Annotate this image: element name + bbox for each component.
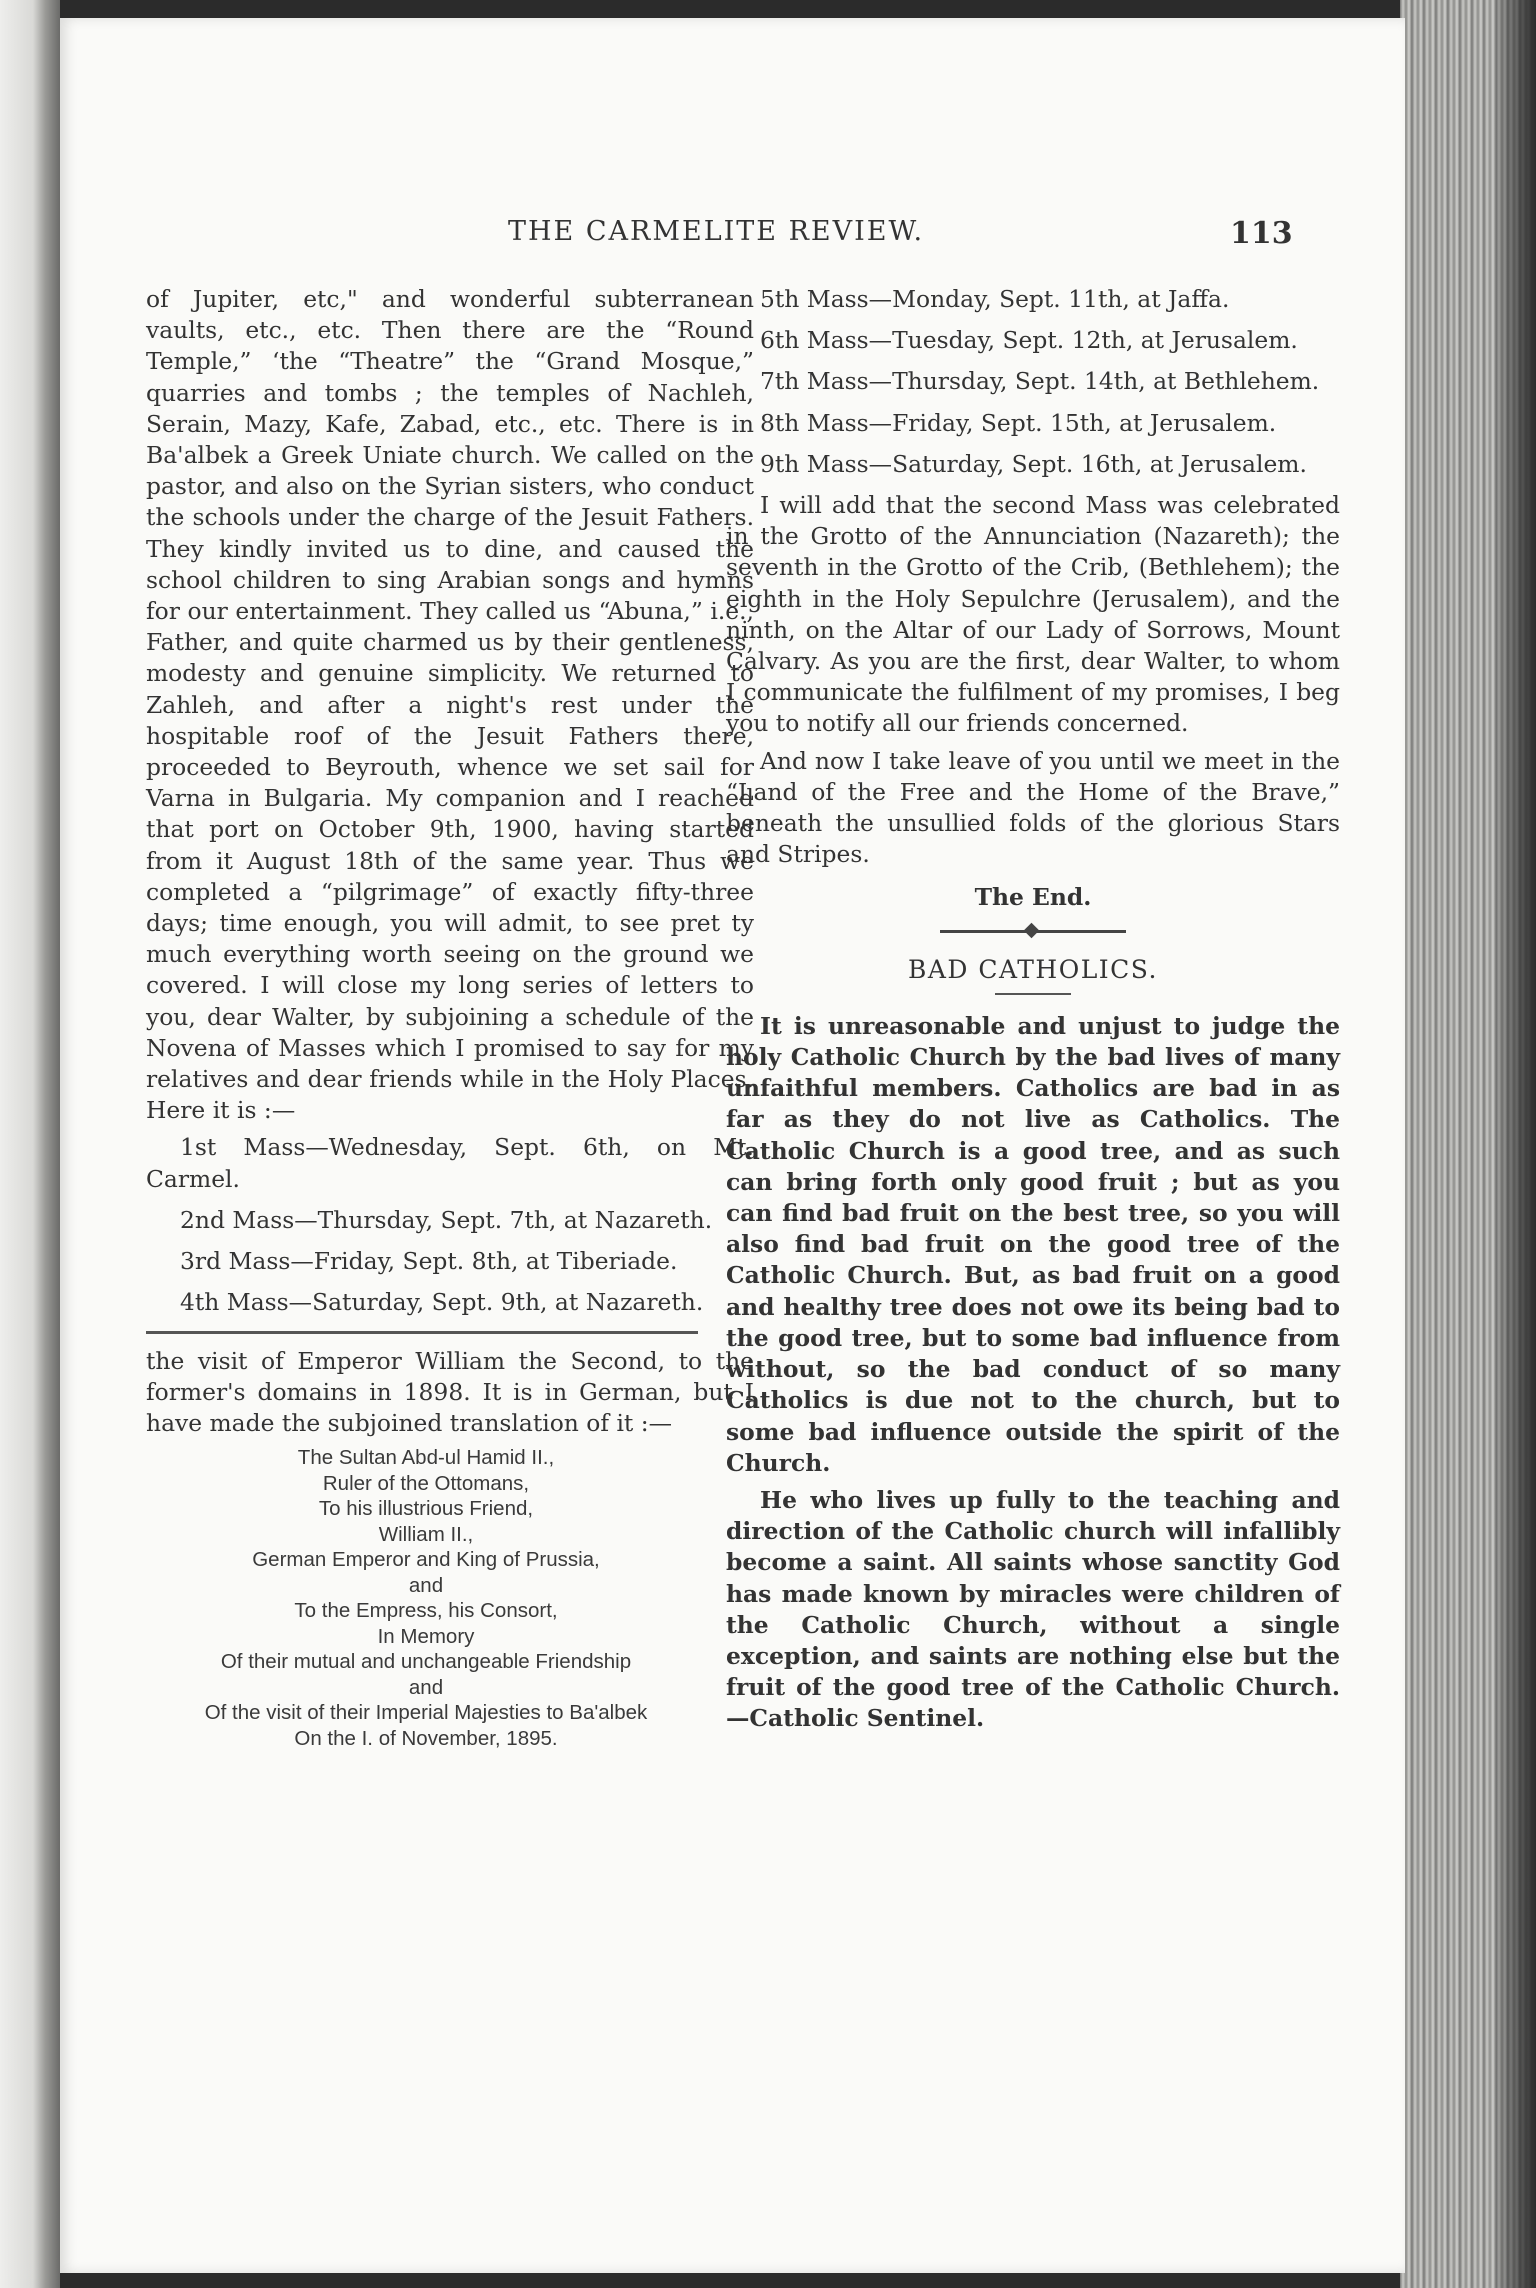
running-title: THE CARMELITE REVIEW. bbox=[508, 216, 925, 247]
the-end-label: The End. bbox=[974, 883, 1092, 912]
article-title: BAD CATHOLICS. bbox=[908, 954, 1158, 984]
inscription-line: William II., bbox=[378, 1522, 474, 1546]
article-paragraph: He who lives up fully to the teaching and direction of the Catholic church will infallibly become a saint. All saints whose sanctity God has made known by miracles were children of the Catholic Church, without a single exception, and saints are nothing else but the fruit of the good tree of the Catholic Church.—Catholic Sentinel. bbox=[726, 1485, 1340, 1733]
inscription-line: Of their mutual and unchangeable Friendship bbox=[220, 1650, 632, 1674]
mass-entry: 9th Mass—Saturday, Sept. 16th, at Jerusalem. bbox=[760, 449, 1307, 478]
inscription-line: The Sultan Abd-ul Hamid II., bbox=[297, 1446, 555, 1470]
title-underline-rule bbox=[995, 993, 1071, 995]
article-paragraph: It is unreasonable and unjust to judge the holy Catholic Church by the bad lives of many unfaithful members. Catholics are bad in as far as they do not live as Catholics. The Catholic Church is a good tree, and as such can bring forth only good fruit ; but as you can find bad fruit on the best tree, so you will also find bad fruit on the good tree of the Catholic Church. But, as bad fruit on a good and healthy tree does not owe its being bad to the good tree, but to some bad influence from without, so the bad conduct of so many Catholics is due not to the church, but to some bad influence outside the spirit of the Church. bbox=[726, 1011, 1340, 1477]
mass-entry: 4th Mass—Saturday, Sept. 9th, at Nazareth. bbox=[180, 1288, 704, 1317]
book-gutter-left bbox=[0, 0, 60, 2288]
book-page-edges bbox=[1400, 0, 1536, 2288]
mass-entry: 6th Mass—Tuesday, Sept. 12th, at Jerusalem. bbox=[760, 326, 1298, 355]
closing-paragraph: I will add that the second Mass was celebrated in the Grotto of the Annunciation (Nazareth); the seventh in the Grotto of the Crib, (Bethlehem); the eighth in the Holy Sepulchre (Jerusalem), and the ninth, on the Altar of our Lady of Sorrows, Mount Calvary. As you are the first, dear Walter, to whom I communicate the fulfilment of my promises, I beg you to notify all our friends concerned. bbox=[726, 491, 1340, 738]
column-separator-rule bbox=[146, 1331, 698, 1334]
page-number: 113 bbox=[1230, 216, 1293, 251]
inscription-line: Of the visit of their Imperial Majesties to Ba'albek bbox=[204, 1701, 648, 1725]
left-column bbox=[146, 284, 754, 1751]
inscription-line: and bbox=[408, 1675, 444, 1699]
page-header bbox=[60, 216, 1405, 256]
mass-entry: 8th Mass—Friday, Sept. 15th, at Jerusalem. bbox=[760, 408, 1277, 437]
inscription-line: On the I. of November, 1895. bbox=[294, 1726, 558, 1750]
inscription-block bbox=[146, 1445, 706, 1751]
inscription-line: In Memory bbox=[377, 1624, 475, 1648]
left-main-paragraph: of Jupiter, etc," and wonderful subterranean vaults, etc., etc. Then there are the “Round Temple,” ‘the “Theatre” the “Grand Mosque,” quarries and tombs ; the temples of Nachleh, Serain, Mazy, Kafe, Zabad, etc., etc. There is in Ba'albek a Greek Uniate church. We called on the pastor, and also on the Syrian sisters, who conduct the schools under the charge of the Jesuit Fathers. They kindly invited us to dine, and caused the school children to sing Arabian songs and hymns for our entertainment. They called us “Abuna,” i.e., Father, and quite charmed us by their gentleness, modesty and genuine simplicity. We returned to Zahleh, and after a night's rest under the hospitable roof of the Jesuit Fathers there, proceeded to Beyrouth, whence we set sail for Varna in Bulgaria. My companion and I reached that port on October 9th, 1900, having started from it August 18th of the same year. Thus we completed a “pilgrimage” of exactly fifty-three days; time enough, you will admit, to see pret ty much everything worth seeing on the ground we covered. I will close my long series of letters to you, dear Walter, by subjoining a schedule of the Novena of Masses which I promised to say for my relatives and dear friends while in the Holy Places. Here it is :— bbox=[146, 285, 754, 1125]
inscription-line: Ruler of the Ottomans, bbox=[322, 1471, 530, 1495]
inscription-line: To the Empress, his Consort, bbox=[294, 1599, 558, 1623]
inscription-line: German Emperor and King of Prussia, bbox=[252, 1548, 600, 1572]
mass-entry: 3rd Mass—Friday, Sept. 8th, at Tiberiade. bbox=[180, 1247, 678, 1276]
mass-entry: 1st Mass—Wednesday, Sept. 6th, on Mt. Carmel. bbox=[146, 1133, 754, 1193]
ornamental-divider bbox=[940, 924, 1126, 938]
right-column bbox=[726, 284, 1340, 1741]
mass-entry: 5th Mass—Monday, Sept. 11th, at Jaffa. bbox=[760, 285, 1230, 313]
farewell-paragraph: And now I take leave of you until we meet in the “Land of the Free and the Home of the Brave,” beneath the unsullied folds of the glorious Stars and Stripes. bbox=[726, 746, 1340, 869]
mass-entry: 7th Mass—Thursday, Sept. 14th, at Bethlehem. bbox=[760, 367, 1320, 396]
continuation-paragraph: the visit of Emperor William the Second, to the former's domains in 1898. It is in German, but I have made the subjoined translation of it :— bbox=[146, 1346, 754, 1437]
book-page bbox=[60, 18, 1405, 2273]
mass-entry: 2nd Mass—Thursday, Sept. 7th, at Nazareth. bbox=[180, 1205, 713, 1234]
article-body bbox=[726, 1011, 1340, 1735]
inscription-line: and bbox=[408, 1573, 444, 1597]
diamond-ornament-icon bbox=[1024, 922, 1040, 938]
inscription-line: To his illustrious Friend, bbox=[318, 1497, 534, 1521]
